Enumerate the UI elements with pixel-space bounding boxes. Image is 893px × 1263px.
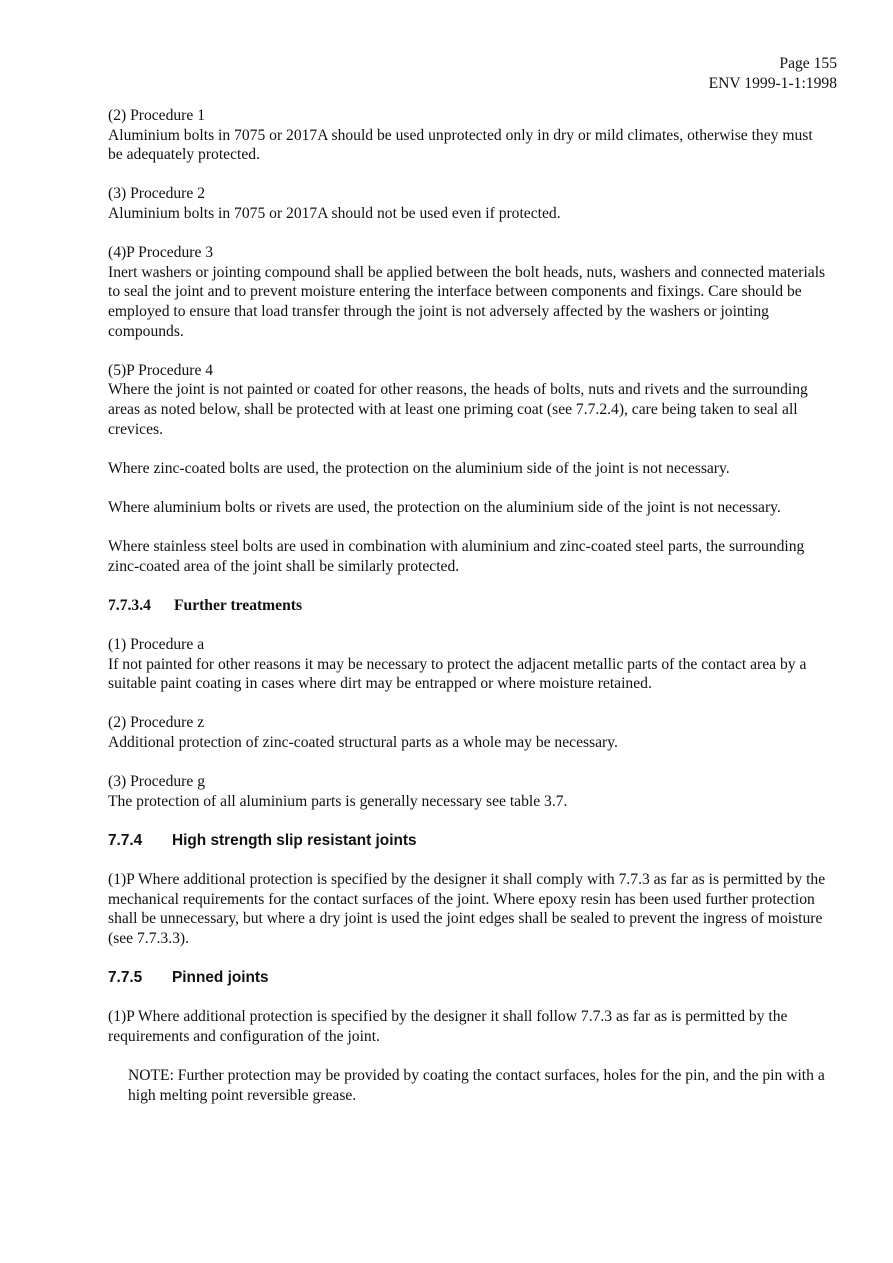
high-strength-clause (108, 870, 830, 948)
paragraph (108, 498, 830, 518)
pinned-joints-clause (108, 1007, 830, 1046)
procedure-4-clause (108, 361, 830, 439)
section-title: Pinned joints (172, 969, 269, 987)
section-number: 7.7.5 (108, 969, 143, 987)
clause-text: Aluminium bolts in 7075 or 2017A should be used unprotected only in dry or mild climates, otherwise they must be adequately protected. (108, 126, 813, 164)
paragraph (108, 459, 830, 479)
clause-text: If not painted for other reasons it may be necessary to protect the adjacent metallic parts of the contact area by a suitable paint coating in cases where dirt may be entrapped or where moisture retained. (108, 655, 807, 693)
note-text: NOTE: Further protection may be provided by coating the contact surfaces, holes for the pin, and the pin with a high melting point reversible grease. (128, 1067, 825, 1104)
clause-text: Inert washers or jointing compound shall be applied between the bolt heads, nuts, washers and connected materials to seal the joint and to prevent moisture entering the interface between components and fixings. Care should be employed to ensure that load transfer through the joint is not adversely affected by the washers or jointing compounds. (108, 263, 826, 340)
page-header (709, 54, 837, 94)
section-title: Further treatments (174, 596, 303, 614)
document-code: ENV 1999-1-1:1998 (708, 75, 837, 92)
section-heading-775 (108, 968, 830, 988)
section-number: 7.7.4 (108, 831, 143, 849)
page-number: Page 155 (779, 55, 837, 72)
section-title: High strength slip resistant joints (172, 831, 417, 849)
page-content (108, 106, 830, 1105)
note-block (128, 1066, 830, 1105)
clause-title: (2) Procedure z (108, 714, 205, 732)
clause-title: (3) Procedure g (108, 773, 205, 791)
paragraph-text: Where stainless steel bolts are used in combination with aluminium and zinc-coated steel parts, the surrounding zinc-coated area of the joint shall be similarly protected. (108, 538, 805, 575)
clause-title: (2) Procedure 1 (108, 107, 205, 124)
clause-title: (5)P Procedure 4 (108, 361, 214, 379)
clause-title: (4)P Procedure 3 (108, 244, 214, 262)
paragraph-text: Where aluminium bolts or rivets are used, the protection on the aluminium side of the joint is not necessary. (108, 498, 781, 516)
procedure-2-clause (108, 184, 830, 223)
clause-title: (1) Procedure a (108, 636, 205, 654)
paragraph-text: Where zinc-coated bolts are used, the protection on the aluminium side of the joint is not necessary. (108, 459, 730, 477)
section-number: 7.7.3.4 (108, 596, 151, 614)
procedure-z-clause (108, 713, 830, 752)
procedure-g-clause (108, 772, 830, 811)
procedure-3-clause (108, 243, 830, 341)
clause-text: The protection of all aluminium parts is generally necessary see table 3.7. (108, 792, 568, 810)
clause-text: Additional protection of zinc-coated structural parts as a whole may be necessary. (108, 734, 618, 751)
clause-text: (1)P Where additional protection is specified by the designer it shall comply with 7.7.3 as far as is permitted by the mechanical requirements for the contact surfaces of the joint. Where epoxy resin has been used further protection shall be unnecessary, but where a dry joint is used the joint edges shall be sealed to prevent the ingress of moisture (see 7.7.3.3). (108, 871, 826, 947)
procedure-1-clause (108, 106, 830, 165)
clause-text: (1)P Where additional protection is specified by the designer it shall follow 7.7.3 as far as is permitted by the requirements and configuration of the joint. (108, 1008, 788, 1045)
clause-title: (3) Procedure 2 (108, 185, 205, 203)
section-heading-774 (108, 831, 830, 851)
clause-text: Aluminium bolts in 7075 or 2017A should not be used even if protected. (108, 204, 561, 222)
section-heading-7734 (108, 596, 830, 616)
paragraph (108, 537, 830, 576)
procedure-a-clause (108, 635, 830, 694)
clause-text: Where the joint is not painted or coated for other reasons, the heads of bolts, nuts and rivets and the surrounding areas as noted below, shall be protected with at least one priming coat (see 7.7.2.4), care being taken to seal all crevices. (108, 381, 808, 438)
